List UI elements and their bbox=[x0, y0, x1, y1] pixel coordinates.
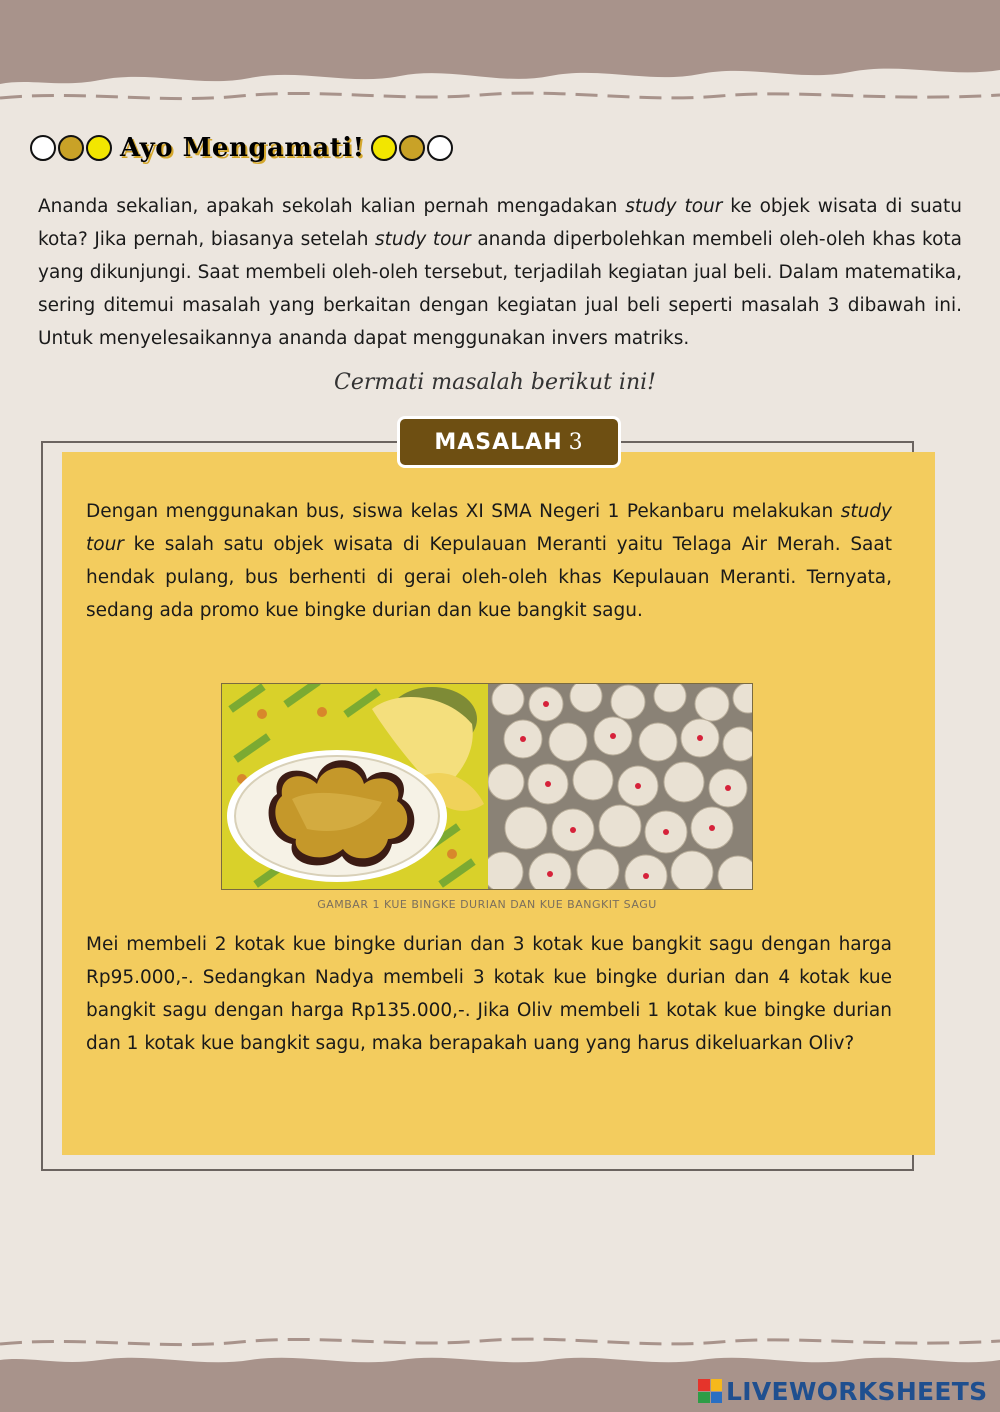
circle-decoration bbox=[427, 135, 453, 161]
problem-tab bbox=[397, 416, 621, 468]
problem-text: ke salah satu objek wisata di Kepulauan Meranti yaitu Telaga Air Merah. Saat hendak pulang, bus berhenti di gerai oleh-oleh khas Kepulauan Meranti. Ternyata, sedang ada promo kue bingke durian dan kue bangkit sagu. bbox=[86, 534, 892, 621]
problem-tab-label: MASALAH bbox=[434, 429, 563, 455]
liveworksheets-brand[interactable] bbox=[698, 1376, 987, 1406]
heading-title: Ayo Mengamati! bbox=[120, 133, 365, 163]
intro-text: ananda diperbolehkan membeli oleh-oleh khas kota yang dikunjungi. Saat membeli oleh-oleh tersebut, terjadilah kegiatan jual beli. Dalam matematika, sering ditemui masalah yang berkaitan dengan kegiatan jual beli seperti masalah 3 dibawah ini. Untuk menyelesaikannya ananda dapat menggunakan invers matriks. bbox=[38, 229, 962, 349]
circle-decoration bbox=[30, 135, 56, 161]
bangkit-sagu-image bbox=[488, 684, 753, 889]
section-heading bbox=[30, 128, 455, 168]
intro-emphasis: study tour bbox=[375, 229, 471, 250]
problem-tab-number: 3 bbox=[568, 429, 584, 455]
problem-question: Mei membeli 2 kotak kue bingke durian dan 3 kotak kue bangkit sagu dengan harga Rp95.000,-. Sedangkan Nadya membeli 3 kotak kue bingke durian dan 4 kotak kue bangkit sagu dengan harga Rp135.000,-. Jika Oliv membeli 1 kotak kue bingke durian dan 1 kotak kue bangkit sagu, maka berapakah uang yang harus dikeluarkan Oliv? bbox=[86, 934, 892, 1054]
problem-emphasis: study tour bbox=[86, 501, 892, 555]
circle-decoration bbox=[86, 135, 112, 161]
circle-decoration bbox=[399, 135, 425, 161]
top-decorative-band bbox=[0, 0, 1000, 110]
liveworksheets-logo-icon bbox=[698, 1379, 722, 1403]
intro-paragraph bbox=[38, 190, 962, 355]
bingke-durian-image bbox=[222, 684, 488, 889]
brand-name: LIVEWORKSHEETS bbox=[726, 1376, 988, 1406]
problem-description bbox=[86, 495, 892, 627]
intro-text: ke objek wisata di suatu kota? Jika pernah, biasanya setelah bbox=[38, 196, 962, 250]
cake-photo bbox=[221, 683, 753, 890]
intro-emphasis: study tour bbox=[625, 196, 723, 217]
image-caption: GAMBAR 1 KUE BINGKE DURIAN DAN KUE BANGKIT SAGU bbox=[317, 898, 657, 911]
intro-text: Ananda sekalian, apakah sekolah kalian pernah mengadakan bbox=[38, 196, 626, 217]
circle-decoration bbox=[371, 135, 397, 161]
circle-decoration bbox=[58, 135, 84, 161]
problem-text: Dengan menggunakan bus, siswa kelas XI SMA Negeri 1 Pekanbaru melakukan bbox=[86, 501, 841, 522]
subtitle: Cermati masalah berikut ini! bbox=[334, 370, 656, 395]
